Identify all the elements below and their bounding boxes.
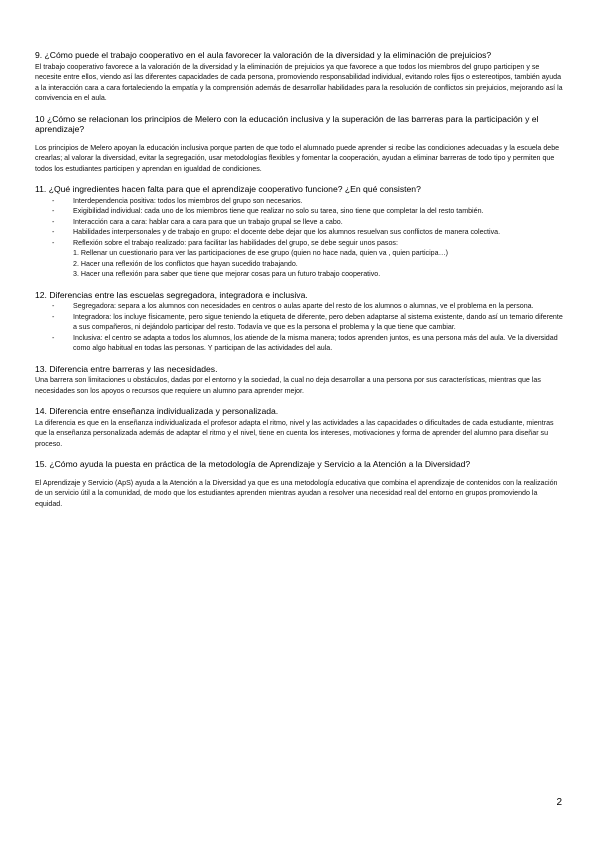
list-item: - Reflexión sobre el trabajo realizado: para facilitar las habilidades del grupo, se debe seguir unos pasos:	[35, 238, 565, 249]
answer-text: El Aprendizaje y Servicio (ApS) ayuda a la Atención a la Diversidad ya que es una metodología educativa que combina el aprendizaje de contenidos con la realización de un servicio útil a la comunidad, de modo que los estudiantes aprenden mientras ayudan a resolver una necesidad real del entorno en grupos promoviendo la equidad.	[35, 478, 558, 508]
list-item: - Segregadora: separa a los alumnos con necesidades en centros o aulas aparte del resto de los alumnos o alumnas, ve el problema en la persona.	[35, 301, 565, 312]
school-types-list	[35, 301, 565, 354]
question-14	[35, 406, 565, 449]
question-11	[35, 184, 565, 280]
list-item: - Habilidades interpersonales y de trabajo en grupo: el docente debe dejar que los alumnos resuelvan sus conflictos de manera colectiva.	[35, 227, 565, 238]
question-title: 12. Diferencias entre las escuelas segregadora, integradora e inclusiva.	[35, 289, 308, 300]
question-title: 15. ¿Cómo ayuda la puesta en práctica de la metodología de Aprendizaje y Servicio a la Atención a la Diversidad?	[35, 459, 471, 469]
question-title: 9. ¿Cómo puede el trabajo cooperativo en el aula favorecer la valoración de la diversidad y la eliminación de prejuicios?	[35, 50, 492, 60]
question-9	[35, 50, 565, 104]
question-title: 14. Diferencia entre enseñanza individualizada y personalizada.	[35, 406, 279, 416]
question-10	[35, 114, 565, 175]
answer-text: La diferencia es que en la enseñanza individualizada el profesor adapta el ritmo, nivel y las actividades a las capacidades o dificultades de cada estudiante, mientras que la enseñanza personalizada además de adaptar el ritmo y el nivel, tiene en cuenta los intereses, motivaciones y forma de aprender del alumno para diseñar su proceso.	[35, 418, 554, 448]
list-item: - Interacción cara a cara: hablar cara a cara para que un trabajo grupal se lleve a cabo.	[35, 217, 565, 228]
list-item: - Integradora: los incluye físicamente, pero sigue teniendo la etiqueta de diferente, pero deben adaptarse al sistema existente, dando así un temario diferente a sus compañeros, ni dejándolo participar del resto. Todavía ve que es la persona el problema y la que tiene que cambiar.	[35, 312, 565, 333]
list-item: - Exigibilidad individual: cada uno de los miembros tiene que realizar no solo su tarea, sino tiene que completar la del resto también.	[35, 206, 565, 217]
question-13	[35, 364, 565, 397]
reflection-step: 3. Hacer una reflexión para saber que tiene que mejorar cosas para un futuro trabajo cooperativo.	[73, 270, 381, 278]
reflection-step: 1. Rellenar un cuestionario para ver las participaciones de ese grupo (quien no hace nada, quien va , quien participa…)	[73, 249, 449, 257]
question-title: 10 ¿Cómo se relacionan los principios de Melero con la educación inclusiva y la superación de las barreras para la participación y el aprendizaje?	[35, 113, 539, 134]
question-title: 11. ¿Qué ingredientes hacen falta para que el aprendizaje cooperativo funcione? ¿En qué consisten?	[35, 184, 421, 194]
reflection-step: 2. Hacer una reflexión de los conflictos que hayan sucedido trabajando.	[73, 259, 298, 268]
question-title: 13. Diferencia entre barreras y las necesidades.	[35, 363, 218, 374]
answer-text: Los principios de Melero apoyan la educación inclusiva porque parten de que todo el alumnado puede aprender si recibe las condiciones adecuadas y la escuela debe crearlas; al valorar la diversidad, evitar la segregación, usar metodologías flexibles y fomentar la cooperación, ayudan a eliminar barreras de todo tipo y permiten que todos los estudiantes participen y aprendan en igualdad de condiciones.	[35, 143, 560, 173]
question-15	[35, 459, 565, 509]
page-number: 2	[556, 797, 562, 808]
answer-text: El trabajo cooperativo favorece a la valoración de la diversidad y la eliminación de prejuicios ya que favorece a que todos los miembros del grupo participen y se necesite entre ellos, viendo así las diferentes capacidades de cada persona, promoviendo responsabilidad individual, evitando roles fijos o estereotipos, también ayuda a la interacción cara a cara fortaleciendo la empatía y la comprensión además de desarrollar habilidades para la resolución de conflictos sin prejuicios, mejorando así la convivencia en el aula.	[35, 62, 563, 102]
question-12	[35, 290, 565, 354]
document-page	[35, 50, 565, 519]
answer-text: Una barrera son limitaciones u obstáculos, dadas por el entorno y la sociedad, la cual no deja desarrollar a una persona por sus características, mientras que las necesidades son los apoyos o recursos que requiere un alumno para aprender mejor.	[35, 376, 541, 395]
ingredients-list	[35, 196, 565, 249]
list-item: - Interdependencia positiva: todos los miembros del grupo son necesarios.	[35, 196, 565, 207]
list-item: - Inclusiva: el centro se adapta a todos los alumnos, los atiende de la misma manera; todos aprenden juntos, es una persona más del aula. Ve la diversidad como algo habitual en todas las personas. Y participan de las actividades del aula.	[35, 333, 565, 354]
